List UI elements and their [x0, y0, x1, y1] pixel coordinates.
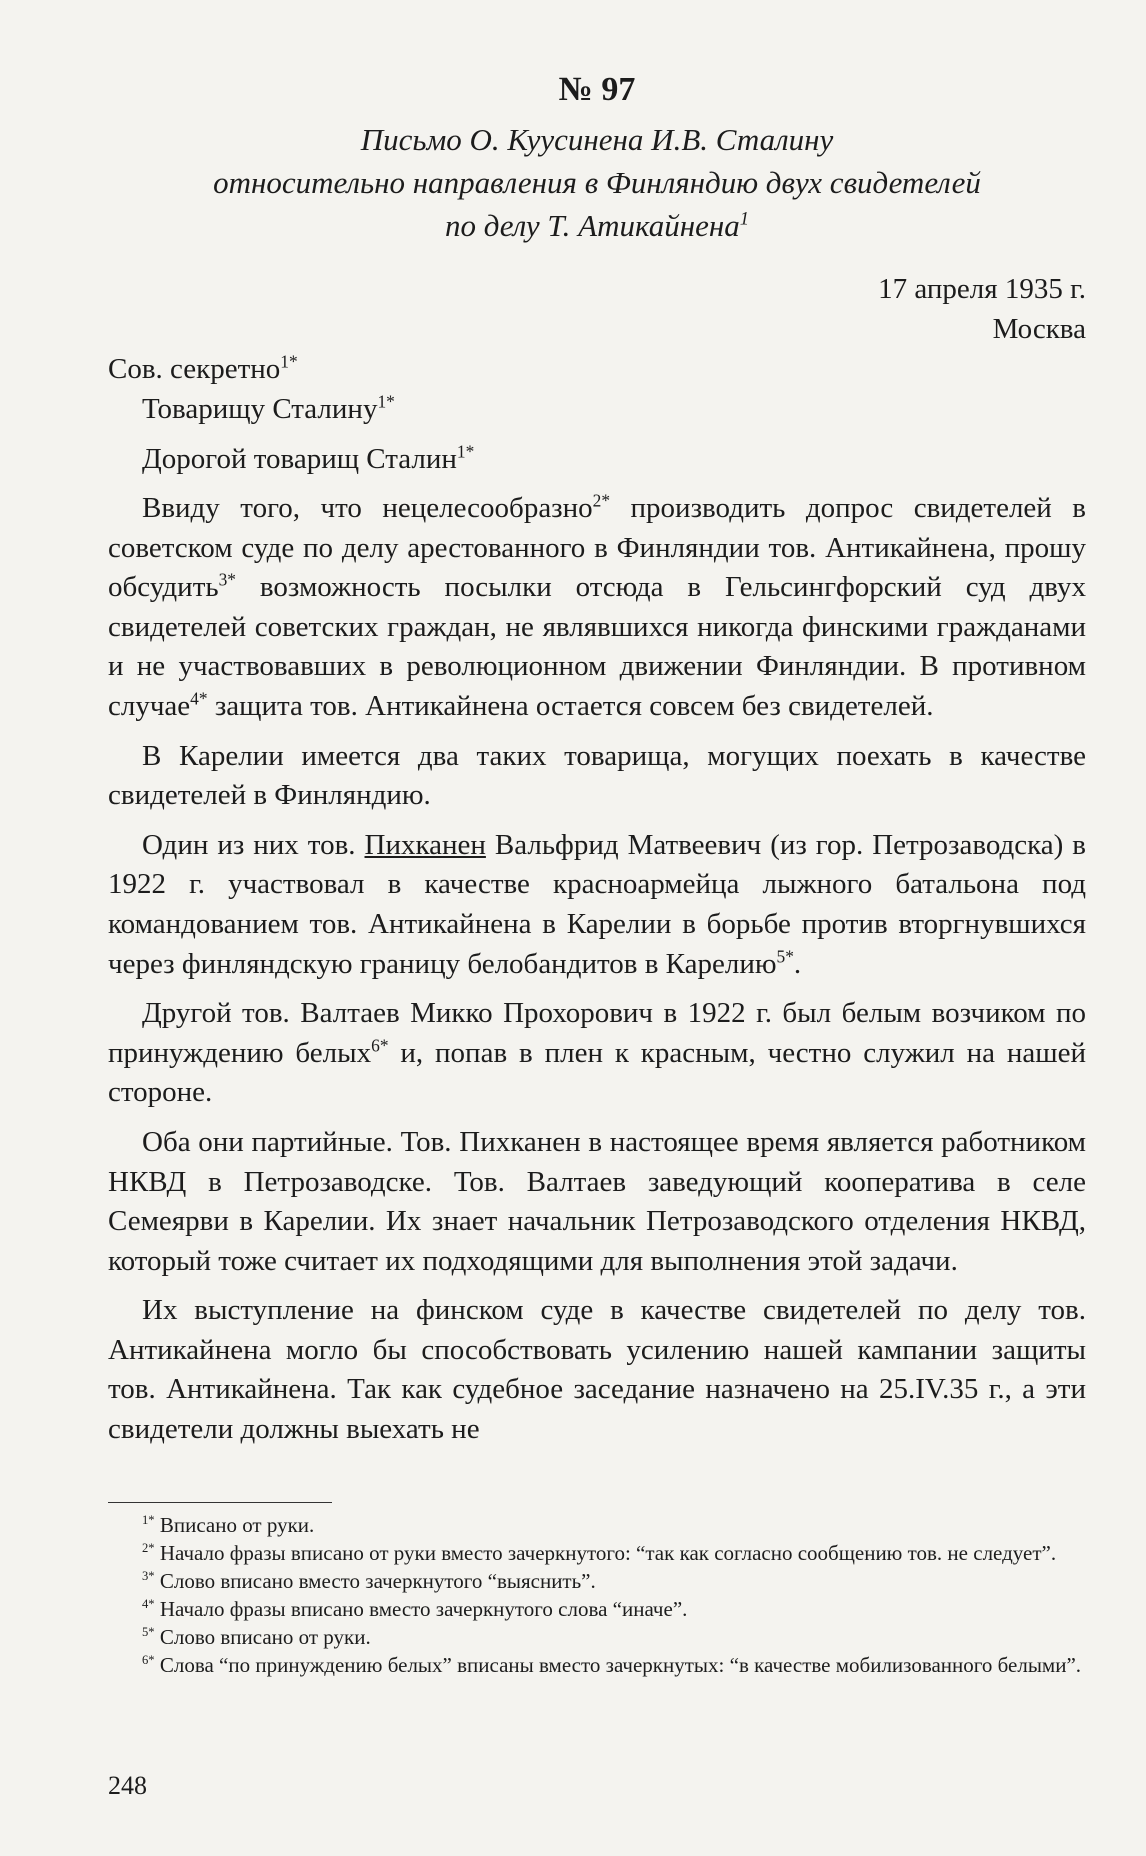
document-number: № 97 — [558, 71, 636, 108]
footnote-ref: 5* — [776, 945, 794, 966]
body-paragraph: Оба они партийные. Тов. Пихканен в настоящее время является работником НКВД в Петрозаводске. Тов. Валтаев заведующий кооператива в селе Семеярви в Карелии. Их знает начальник Петрозаводского отделения НКВД, который тоже считает их подходящими для выполнения этой задачи. — [108, 1125, 1086, 1277]
footnote: $^{6*}$ Слова “по принуждению белых” вписаны вместо зачеркнутых: “в качестве мобилизованного белыми”. — [142, 1652, 1082, 1677]
footnote: $^{2*}$ Начало фразы вписано от руки вместо зачеркнутого: “так как согласно сообщению тов. не следует”. — [142, 1540, 1057, 1565]
document-page — [108, 68, 1086, 1679]
footnote: $^{1*}$ Вписано от руки. — [142, 1512, 315, 1537]
title-line: по делу Т. Атикайнена$^1$ — [444, 208, 750, 243]
footnote-ref: 1* — [280, 351, 298, 372]
footnote-ref: 6* — [371, 1035, 389, 1056]
document-title — [108, 118, 1086, 247]
footnote-ref: 2* — [592, 490, 611, 511]
addressee: Товарищу Сталину$^{1*}$ — [142, 391, 395, 425]
document-date: 17 апреля 1935 г. — [878, 273, 1086, 305]
title-line: относительно направления в Финляндию двух свидетелей — [213, 165, 981, 200]
body-paragraph: Один из них тов. Пихканен Вальфрид Матвеевич (из гор. Петрозаводска) в 1922 г. участвовал в качестве красноармейца лыжного батальона под командованием тов. Антикайнена в Карелии в борьбе против вторгнувшихся через финляндскую границу белобандитов в Карелию$^{5*}$. — [108, 828, 1086, 980]
underlined-name: Пихканен — [364, 828, 486, 861]
footnote-ref: 1* — [377, 391, 395, 412]
footnote-ref: 4* — [190, 688, 208, 709]
body-paragraph: Другой тов. Валтаев Микко Прохорович в 1922 г. был белым возчиком по принуждению белых$^{6*}$ и, попав в плен к красным, честно служил на нашей стороне. — [108, 997, 1086, 1109]
footnote-divider — [108, 1502, 332, 1503]
footnote: $^{3*}$ Слово вписано вместо зачеркнутого “выяснить”. — [142, 1568, 596, 1593]
body-paragraph: Их выступление на финском суде в качестве свидетелей по делу тов. Антикайнена могло бы способствовать усилению нашей кампании защиты тов. Антикайнена. Так как судебное заседание назначено на 25.IV.35 г., а эти свидетели должны выехать не — [108, 1294, 1086, 1446]
footnote-ref: 1* — [456, 441, 475, 462]
footnote: $^{5*}$ Слово вписано от руки. — [142, 1624, 371, 1649]
footnote-ref: 1 — [739, 208, 750, 230]
body-paragraph: Ввиду того, что нецелесообразно$^{2*}$ производить допрос свидетелей в советском суде по делу арестованного в Финляндии тов. Антикайнена, прошу обсудить$^{3*}$ возможность посылки отсюда в Гельсингфорский суд двух свидетелей советских граждан, не являвшихся никогда финскими гражданами и не участвовавших в революционном движении Финляндии. В противном случае$^{4*}$ защита тов. Антикайнена остается совсем без свидетелей. — [108, 490, 1086, 722]
page-number: 248 — [108, 1771, 147, 1800]
document-place: Москва — [992, 313, 1086, 345]
title-line: Письмо О. Куусинена И.В. Сталину — [360, 122, 834, 157]
footnote-ref: 3* — [218, 569, 236, 590]
body-paragraph: В Карелии имеется два таких товарища, могущих поехать в качестве свидетелей в Финляндию. — [108, 739, 1086, 812]
salutation: Дорогой товарищ Сталин$^{1*}$ — [142, 441, 475, 475]
footnote: $^{4*}$ Начало фразы вписано вместо зачеркнутого слова “иначе”. — [142, 1596, 688, 1621]
classification-stamp: Сов. секретно$^{1*}$ — [108, 351, 298, 385]
